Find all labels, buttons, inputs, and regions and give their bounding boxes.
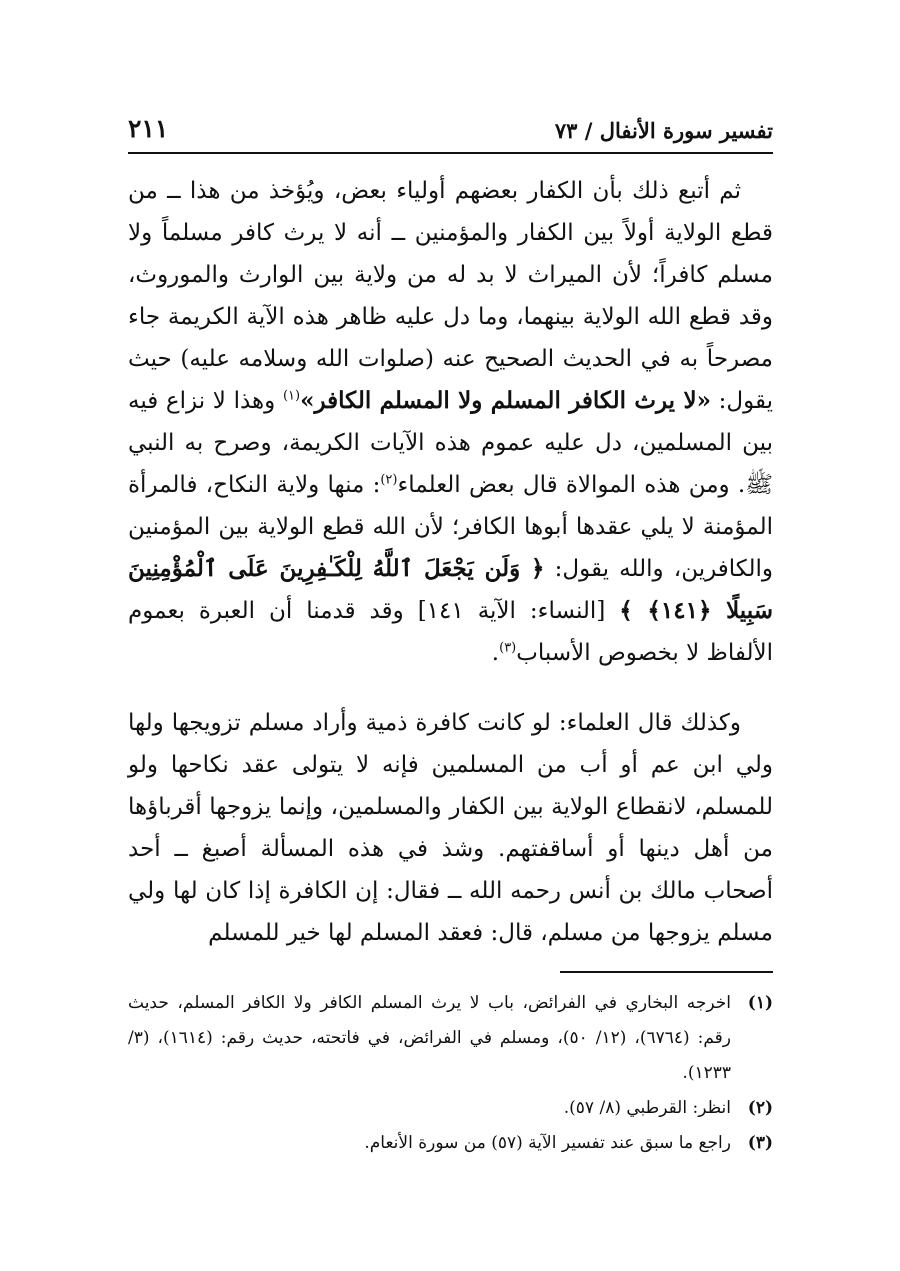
running-title: تفسير سورة الأنفال / ٧٣ <box>554 118 773 143</box>
footnote-text: راجع ما سبق عند تفسير الآية (٥٧) من سورة الأنعام. <box>364 1133 731 1153</box>
text-run: ثم أتبع ذلك بأن الكفار بعضهم أولياء بعض، ويُؤخذ من هذا ــ من قطع الولاية أولاً بين الكفار والمؤمنين ــ أنه لا يرث كافر مسلماً ولا مسلم كافراً؛ لأن الميراث لا بد له من ولاية بين الوارث والموروث، وقد قطع الله الولاية بينهما، وما دل عليه ظاهر هذه الآية الكريمة جاء مصرحاً به في الحديث الصحيح عنه (صلوات الله وسلامه عليه) حيث يقول: <box>128 178 773 414</box>
text-run: وقد قدمنا أن العبرة بعموم الألفاظ لا بخصوص الأسباب <box>128 598 773 666</box>
footnote-ref-3[interactable]: (٣) <box>499 640 517 656</box>
footnote-number: (٢) <box>747 1098 773 1118</box>
paragraph-2-text: وكذلك قال العلماء: لو كانت كافرة ذمية وأراد مسلم تزويجها ولها ولي ابن عم أو أب من المسلمين فإنه لا يتولى عقد نكاحها ولو للمسلم، لانقطاع الولاية بين الكفار والمسلمين، وإنما يزوجها أقرباؤها من أهل دينها أو أساقفتهم. وشذ في هذه المسألة أصبغ ــ أحد أصحاب مالك بن أنس رحمه الله ــ فقال: إن الكافرة إذا كان لها ولي مسلم يزوجها من مسلم، قال: فعقد المسلم لها خير للمسلم <box>128 710 773 946</box>
footnote-1 <box>128 986 773 1091</box>
text-run: . <box>491 640 500 666</box>
footnote-ref-1[interactable]: (١) <box>282 388 301 404</box>
footnote-3 <box>128 1126 773 1161</box>
text-run: : منها ولاية النكاح، فالمرأة المؤمنة لا يلي عقدها أبوها الكافر؛ لأن الله قطع الولاية بين المؤمنين والكافرين، والله يقول: <box>128 472 774 582</box>
footnote-number: (٣) <box>747 1133 773 1153</box>
footnote-ref-2[interactable]: (٢) <box>380 472 398 488</box>
page-header <box>128 112 773 152</box>
paragraph-1 <box>128 170 773 674</box>
quran-verse: ﴿ وَلَن يَجْعَلَ ٱللَّهُ لِلْكَـٰفِرِينَ عَلَى ٱلْمُؤْمِنِينَ سَبِيلًا ﴿١٤١﴾ ﴾ <box>128 555 773 624</box>
footnote-number: (١) <box>747 993 773 1013</box>
footnotes <box>128 986 773 1161</box>
verse-reference: [النساء: الآية ١٤١] <box>403 598 620 624</box>
footnote-text: انظر: القرطبي (٨/ ٥٧). <box>563 1098 731 1118</box>
footnote-2 <box>128 1091 773 1126</box>
footnote-rule <box>560 971 773 973</box>
footnote-text: اخرجه البخاري في الفرائض، باب لا يرث المسلم الكافر ولا الكافر المسلم، حديث رقم: (٦٧٦٤)، (١٢/ ٥٠)، ومسلم في الفرائض، في فاتحته، حديث رقم: (١٦١٤)، (٣/ ١٢٣٣). <box>128 993 731 1083</box>
text-run: وهذا لا نزاع فيه بين المسلمين، دل عليه عموم هذه الآيات الكريمة، وصرح به النبي ﷺ. ومن هذه الموالاة قال بعض العلماء <box>128 388 773 498</box>
paragraph-2 <box>128 702 773 954</box>
header-rule <box>128 152 773 154</box>
hadith-quote: «لا يرث الكافر المسلم ولا المسلم الكافر» <box>300 387 711 414</box>
page-number: ٢١١ <box>128 114 169 143</box>
paragraph-1-text <box>128 170 773 674</box>
